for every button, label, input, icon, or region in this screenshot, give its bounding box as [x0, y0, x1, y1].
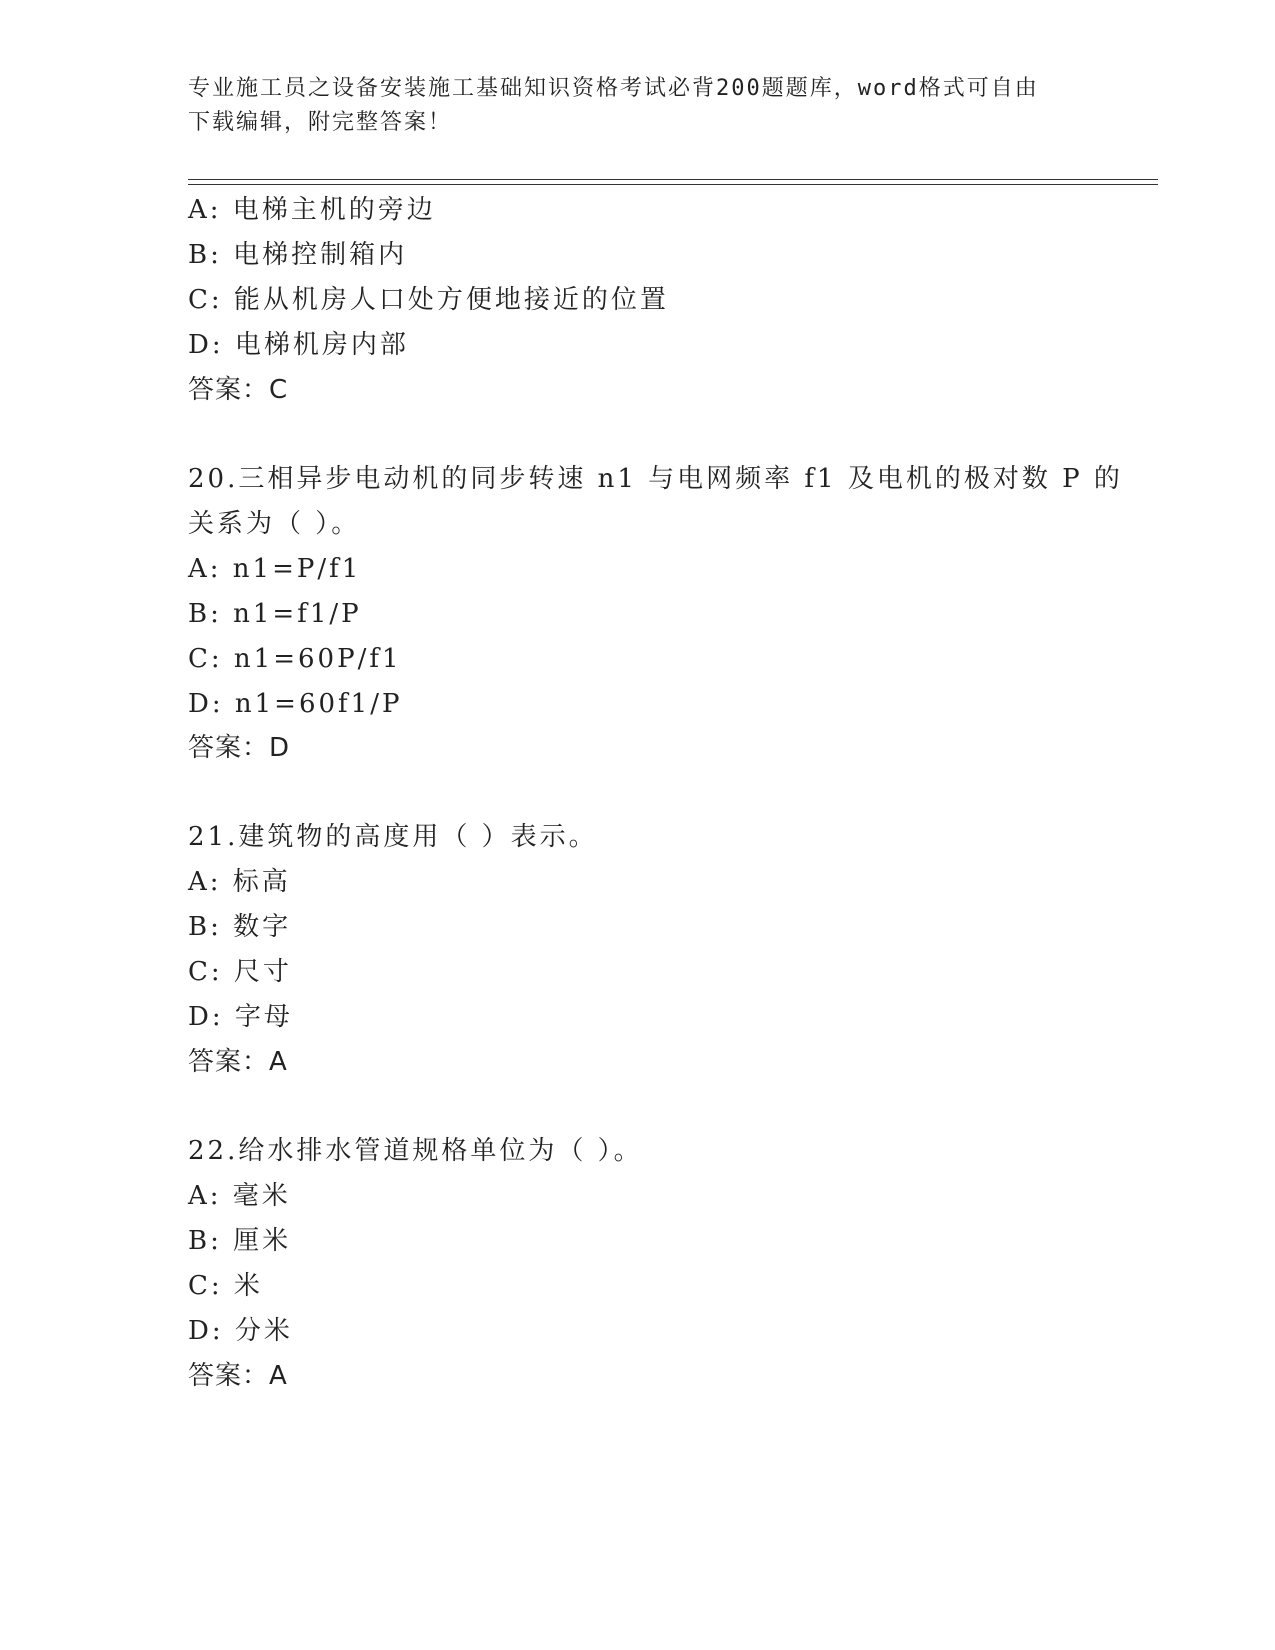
q20-option-c: C: n1=60P/f1: [188, 644, 402, 674]
q22-option-b: B: 厘米: [188, 1226, 292, 1256]
q19-option-b: B: 电梯控制箱内: [188, 240, 408, 270]
header-line-2: 下载编辑，附完整答案！: [188, 110, 453, 135]
q20-option-d: D: n1=60f1/P: [188, 689, 403, 719]
q19-option-c: C: 能从机房人口处方便地接近的位置: [188, 285, 669, 315]
document-page: [188, 0, 1158, 1650]
header-divider-top: [188, 179, 1158, 180]
q21-option-a: A: 标高: [188, 867, 291, 897]
q19-answer: 答案：C: [188, 375, 289, 405]
q22-stem: 22.给水排水管道规格单位为（ ）。: [188, 1136, 643, 1166]
q20-stem-line-2: 关系为（ ）。: [188, 509, 361, 539]
q21-option-d: D: 字母: [188, 1002, 293, 1032]
q21-stem: 21.建筑物的高度用（ ）表示。: [188, 822, 598, 852]
q22-option-d: D: 分米: [188, 1316, 293, 1346]
q20-answer: 答案：D: [188, 733, 291, 763]
q20-stem-line-1: 20.三相异步电动机的同步转速 n1 与电网频率 f1 及电机的极对数 P 的: [188, 464, 1123, 494]
q19-option-a: A: 电梯主机的旁边: [188, 195, 436, 225]
q21-answer: 答案：A: [188, 1047, 288, 1077]
q22-answer: 答案：A: [188, 1361, 288, 1391]
header-divider-bottom: [188, 184, 1158, 185]
q20-option-b: B: n1=f1/P: [188, 599, 362, 629]
q21-option-b: B: 数字: [188, 912, 292, 942]
q22-option-c: C: 米: [188, 1271, 263, 1301]
q20-option-a: A: n1=P/f1: [188, 554, 362, 584]
q22-option-a: A: 毫米: [188, 1181, 291, 1211]
header-line-1: 专业施工员之设备安装施工基础知识资格考试必背200题题库，word格式可自由: [188, 76, 1039, 101]
q19-option-d: D: 电梯机房内部: [188, 330, 409, 360]
document-header: [188, 72, 1088, 140]
q21-option-c: C: 尺寸: [188, 957, 292, 987]
